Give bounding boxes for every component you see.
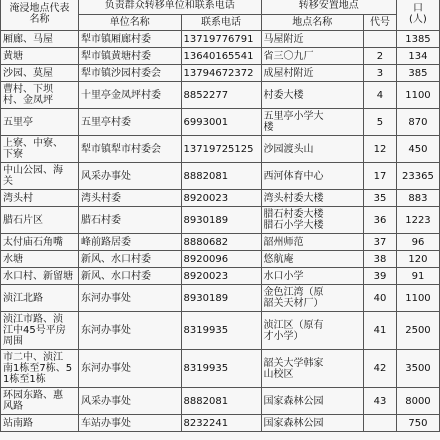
code-cell: 35 (364, 190, 397, 207)
count-cell: 1100 (396, 82, 439, 109)
number-header: 口 (人) (396, 0, 439, 31)
count-cell: 8000 (396, 388, 439, 415)
unit-cell: 犁市镇犁市村委会 (78, 136, 181, 163)
area-cell: 市二中、浈江 南1栋至7栋、5 1栋至1栋 (1, 350, 79, 388)
unit-cell: 十里亭金凤坪村委 (78, 82, 181, 109)
place-cell: 浈江区（原有 才小学） (261, 312, 364, 350)
unit-cell: 犁市镇沙园村委会 (78, 65, 181, 82)
count-cell: 870 (396, 109, 439, 136)
phone-cell: 8920023 (181, 268, 261, 285)
place-cell: 沙园渡头山 (261, 136, 364, 163)
table-row (1, 207, 440, 234)
area-cell: 环园东路、惠 风路 (1, 388, 79, 415)
unit-cell: 东河办事处 (78, 285, 181, 312)
area-cell: 太付庙石角嘴 (1, 234, 79, 251)
code-cell: 4 (364, 82, 397, 109)
table-row (1, 251, 440, 268)
unit-cell: 新风、水口村委 (78, 251, 181, 268)
place-cell: 水口小学 (261, 268, 364, 285)
area-cell: 浈江市路、浈 江中45号平房 周围 (1, 312, 79, 350)
unit-cell: 东河办事处 (78, 312, 181, 350)
table-row (1, 234, 440, 251)
code-cell (364, 31, 397, 48)
area-header: 淹浸地点代表 名称 (1, 0, 79, 31)
code-cell: 42 (364, 350, 397, 388)
table-row (1, 415, 440, 432)
code-cell: 40 (364, 285, 397, 312)
area-cell: 黄塘 (1, 48, 79, 65)
count-cell: 96 (396, 234, 439, 251)
phone-cell: 6993001 (181, 109, 261, 136)
place-cell: 五里亭小学大 楼 (261, 109, 364, 136)
count-cell: 23365 (396, 163, 439, 190)
count-cell: 1100 (396, 285, 439, 312)
table-row (1, 109, 440, 136)
phone-cell: 8319935 (181, 350, 261, 388)
code-cell (364, 415, 397, 432)
place-cell: 省三〇九厂 (261, 48, 364, 65)
phone-cell: 8882081 (181, 388, 261, 415)
code-cell: 38 (364, 251, 397, 268)
phone-cell: 8920023 (181, 190, 261, 207)
place-header: 地点名称 (261, 15, 364, 31)
unit-cell: 车站办事处 (78, 415, 181, 432)
code-cell: 3 (364, 65, 397, 82)
place-cell: 成屋村附近 (261, 65, 364, 82)
place-cell: 国家森林公园 (261, 415, 364, 432)
place-cell: 悠航庵 (261, 251, 364, 268)
place-cell: 马屋附近 (261, 31, 364, 48)
area-cell: 站南路 (1, 415, 79, 432)
count-cell: 450 (396, 136, 439, 163)
phone-cell: 8920096 (181, 251, 261, 268)
unit-cell: 犁市镇厢廊村委 (78, 31, 181, 48)
code-cell: 37 (364, 234, 397, 251)
area-cell: 沙园、莫屋 (1, 65, 79, 82)
table-row (1, 163, 440, 190)
phone-cell: 13719776791 (181, 31, 261, 48)
code-cell: 2 (364, 48, 397, 65)
count-cell: 1223 (396, 207, 439, 234)
phone-cell: 8880682 (181, 234, 261, 251)
place-cell: 湾头村委大楼 (261, 190, 364, 207)
code-cell: 41 (364, 312, 397, 350)
area-cell: 厢廊、马屋 (1, 31, 79, 48)
area-cell: 中山公园、海 关 (1, 163, 79, 190)
phone-cell: 8930189 (181, 207, 261, 234)
phone-cell: 13794672372 (181, 65, 261, 82)
count-cell: 91 (396, 268, 439, 285)
unit-cell: 五里亭村委 (78, 109, 181, 136)
area-cell: 上寮、中寮、 下寮 (1, 136, 79, 163)
table-row (1, 285, 440, 312)
place-cell: 国家森林公园 (261, 388, 364, 415)
unit-cell: 腊石村委 (78, 207, 181, 234)
place-cell: 韶州师范 (261, 234, 364, 251)
phone-header: 联系电话 (181, 15, 261, 31)
place-cell: 韶关大学韩家 山校区 (261, 350, 364, 388)
table-row (1, 136, 440, 163)
table-row (1, 388, 440, 415)
table-row (1, 65, 440, 82)
count-cell: 1385 (396, 31, 439, 48)
place-cell: 金色江湾（原 韶关天材厂） (261, 285, 364, 312)
unit-cell: 湾头村委 (78, 190, 181, 207)
place-cell: 西河体育中心 (261, 163, 364, 190)
header-row-top (1, 0, 440, 15)
count-cell: 883 (396, 190, 439, 207)
phone-cell: 13640165541 (181, 48, 261, 65)
unit-cell: 新风、水口村委 (78, 268, 181, 285)
table-row (1, 350, 440, 388)
unit-cell: 东河办事处 (78, 350, 181, 388)
area-cell: 腊石片区 (1, 207, 79, 234)
code-cell: 43 (364, 388, 397, 415)
unit-cell: 犁市镇黄塘村委 (78, 48, 181, 65)
table-row (1, 31, 440, 48)
area-cell: 湾头村 (1, 190, 79, 207)
count-cell: 3500 (396, 350, 439, 388)
area-cell: 水塘 (1, 251, 79, 268)
code-cell: 12 (364, 136, 397, 163)
code-cell: 5 (364, 109, 397, 136)
unit-cell: 风采办事处 (78, 163, 181, 190)
phone-cell: 13719725125 (181, 136, 261, 163)
count-cell: 134 (396, 48, 439, 65)
phone-cell: 8232241 (181, 415, 261, 432)
table-row (1, 312, 440, 350)
group-header: 负责群众转移单位和联系电话 (78, 0, 261, 15)
phone-cell: 8930189 (181, 285, 261, 312)
area-cell: 浈江北路 (1, 285, 79, 312)
place-cell: 腊石村委大楼 腊石小学大楼 (261, 207, 364, 234)
unit-cell: 峰前路居委 (78, 234, 181, 251)
code-cell: 17 (364, 163, 397, 190)
area-cell: 五里亭 (1, 109, 79, 136)
phone-cell: 8852277 (181, 82, 261, 109)
table-row (1, 82, 440, 109)
table-row (1, 190, 440, 207)
phone-cell: 8882081 (181, 163, 261, 190)
table-row (1, 48, 440, 65)
count-cell: 2500 (396, 312, 439, 350)
phone-cell: 8319935 (181, 312, 261, 350)
unit-header: 单位名称 (78, 15, 181, 31)
code-cell: 39 (364, 268, 397, 285)
count-cell: 385 (396, 65, 439, 82)
code-cell: 36 (364, 207, 397, 234)
code-header: 代号 (364, 15, 397, 31)
area-cell: 水口村、新留塘 (1, 268, 79, 285)
area-cell: 曹村、下坝 村、金凤坪 (1, 82, 79, 109)
count-cell: 120 (396, 251, 439, 268)
unit-cell: 风采办事处 (78, 388, 181, 415)
count-cell: 750 (396, 415, 439, 432)
table-row (1, 268, 440, 285)
place-cell: 村委大楼 (261, 82, 364, 109)
place-group-header: 转移安置地点 (261, 0, 396, 15)
